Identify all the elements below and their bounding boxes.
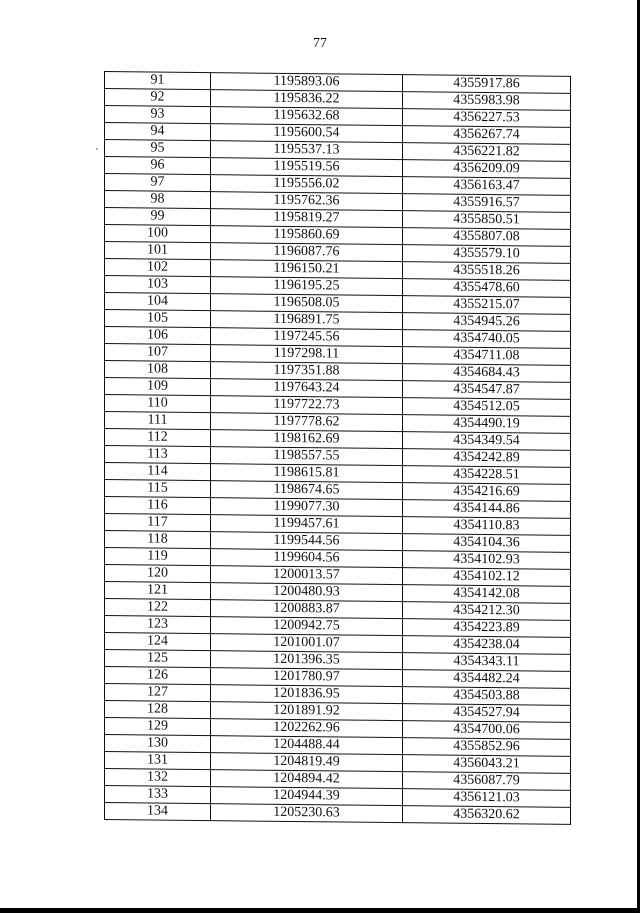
y-coordinate-cell: 4354503.88 (403, 687, 571, 706)
y-coordinate-cell: 4354102.12 (403, 568, 571, 587)
y-coordinate-cell: 4355983.98 (403, 92, 571, 111)
point-number-cell: 114 (105, 463, 211, 481)
x-coordinate-cell: 1198615.81 (211, 464, 403, 483)
point-number-cell: 91 (105, 72, 211, 90)
x-coordinate-cell: 1198162.69 (211, 430, 403, 449)
x-coordinate-cell: 1199544.56 (211, 532, 403, 551)
x-coordinate-cell: 1200013.57 (211, 566, 403, 585)
x-coordinate-cell: 1200883.87 (211, 600, 403, 619)
point-number-cell: 92 (105, 89, 211, 107)
point-number-cell: 132 (105, 769, 211, 787)
y-coordinate-cell: 4354228.51 (403, 466, 571, 485)
point-number-cell: 125 (105, 650, 211, 668)
x-coordinate-cell: 1204944.39 (211, 787, 403, 806)
x-coordinate-cell: 1197643.24 (211, 379, 403, 398)
point-number-cell: 108 (105, 361, 211, 379)
point-number-cell: 101 (105, 242, 211, 260)
point-number-cell: 113 (105, 446, 211, 464)
x-coordinate-cell: 1196150.21 (211, 260, 403, 279)
coordinates-table (104, 71, 571, 825)
x-coordinate-cell: 1198557.55 (211, 447, 403, 466)
point-number-cell: 121 (105, 582, 211, 600)
y-coordinate-cell: 4355850.51 (403, 211, 571, 230)
point-number-cell: 94 (105, 123, 211, 141)
y-coordinate-cell: 4356087.79 (403, 772, 571, 791)
y-coordinate-cell: 4355917.86 (403, 75, 571, 94)
point-number-cell: 130 (105, 735, 211, 753)
point-number-cell: 98 (105, 191, 211, 209)
y-coordinate-cell: 4356163.47 (403, 177, 571, 196)
y-coordinate-cell: 4355579.10 (403, 245, 571, 264)
y-coordinate-cell: 4356043.21 (403, 755, 571, 774)
point-number-cell: 93 (105, 106, 211, 124)
x-coordinate-cell: 1198674.65 (211, 481, 403, 500)
x-coordinate-cell: 1195537.13 (211, 141, 403, 160)
x-coordinate-cell: 1196087.76 (211, 243, 403, 262)
x-coordinate-cell: 1201891.92 (211, 702, 403, 721)
y-coordinate-cell: 4356121.03 (403, 789, 571, 808)
x-coordinate-cell: 1197722.73 (211, 396, 403, 415)
y-coordinate-cell: 4354490.19 (403, 415, 571, 434)
x-coordinate-cell: 1195819.27 (211, 209, 403, 228)
y-coordinate-cell: 4354512.05 (403, 398, 571, 417)
point-number-cell: 102 (105, 259, 211, 277)
x-coordinate-cell: 1205230.63 (211, 804, 403, 823)
y-coordinate-cell: 4354527.94 (403, 704, 571, 723)
y-coordinate-cell: 4354740.05 (403, 330, 571, 349)
x-coordinate-cell: 1195860.69 (211, 226, 403, 245)
point-number-cell: 110 (105, 395, 211, 413)
point-number-cell: 124 (105, 633, 211, 651)
x-coordinate-cell: 1202262.96 (211, 719, 403, 738)
y-coordinate-cell: 4354144.86 (403, 500, 571, 519)
point-number-cell: 122 (105, 599, 211, 617)
x-coordinate-cell: 1195836.22 (211, 90, 403, 109)
y-coordinate-cell: 4354349.54 (403, 432, 571, 451)
x-coordinate-cell: 1195762.36 (211, 192, 403, 211)
x-coordinate-cell: 1200480.93 (211, 583, 403, 602)
point-number-cell: 103 (105, 276, 211, 294)
y-coordinate-cell: 4356227.53 (403, 109, 571, 128)
point-number-cell: 100 (105, 225, 211, 243)
table-body (105, 72, 571, 825)
point-number-cell: 131 (105, 752, 211, 770)
x-coordinate-cell: 1201780.97 (211, 668, 403, 687)
scan-speck (96, 148, 98, 150)
point-number-cell: 115 (105, 480, 211, 498)
y-coordinate-cell: 4354238.04 (403, 636, 571, 655)
y-coordinate-cell: 4354547.87 (403, 381, 571, 400)
point-number-cell: 111 (105, 412, 211, 430)
page-number: 77 (313, 36, 327, 51)
point-number-cell: 109 (105, 378, 211, 396)
y-coordinate-cell: 4354700.06 (403, 721, 571, 740)
point-number-cell: 105 (105, 310, 211, 328)
x-coordinate-cell: 1195519.56 (211, 158, 403, 177)
x-coordinate-cell: 1195600.54 (211, 124, 403, 143)
point-number-cell: 117 (105, 514, 211, 532)
x-coordinate-cell: 1204819.49 (211, 753, 403, 772)
x-coordinate-cell: 1199604.56 (211, 549, 403, 568)
y-coordinate-cell: 4355478.60 (403, 279, 571, 298)
y-coordinate-cell: 4354945.26 (403, 313, 571, 332)
y-coordinate-cell: 4356320.62 (403, 806, 571, 825)
x-coordinate-cell: 1195893.06 (211, 73, 403, 92)
point-number-cell: 96 (105, 157, 211, 175)
point-number-cell: 116 (105, 497, 211, 515)
point-number-cell: 118 (105, 531, 211, 549)
x-coordinate-cell: 1201001.07 (211, 634, 403, 653)
x-coordinate-cell: 1204894.42 (211, 770, 403, 789)
point-number-cell: 119 (105, 548, 211, 566)
x-coordinate-cell: 1196891.75 (211, 311, 403, 330)
point-number-cell: 104 (105, 293, 211, 311)
x-coordinate-cell: 1195632.68 (211, 107, 403, 126)
y-coordinate-cell: 4354482.24 (403, 670, 571, 689)
y-coordinate-cell: 4354216.69 (403, 483, 571, 502)
y-coordinate-cell: 4355852.96 (403, 738, 571, 757)
x-coordinate-cell: 1197351.88 (211, 362, 403, 381)
y-coordinate-cell: 4354104.36 (403, 534, 571, 553)
scan-border-bottom (0, 908, 640, 913)
x-coordinate-cell: 1201836.95 (211, 685, 403, 704)
y-coordinate-cell: 4354711.08 (403, 347, 571, 366)
y-coordinate-cell: 4355807.08 (403, 228, 571, 247)
x-coordinate-cell: 1195556.02 (211, 175, 403, 194)
x-coordinate-cell: 1196508.05 (211, 294, 403, 313)
y-coordinate-cell: 4355215.07 (403, 296, 571, 315)
x-coordinate-cell: 1204488.44 (211, 736, 403, 755)
y-coordinate-cell: 4354110.83 (403, 517, 571, 536)
y-coordinate-cell: 4356267.74 (403, 126, 571, 145)
point-number-cell: 127 (105, 684, 211, 702)
y-coordinate-cell: 4356221.82 (403, 143, 571, 162)
x-coordinate-cell: 1199457.61 (211, 515, 403, 534)
point-number-cell: 129 (105, 718, 211, 736)
point-number-cell: 133 (105, 786, 211, 804)
y-coordinate-cell: 4355518.26 (403, 262, 571, 281)
y-coordinate-cell: 4354684.43 (403, 364, 571, 383)
point-number-cell: 106 (105, 327, 211, 345)
point-number-cell: 134 (105, 803, 211, 821)
y-coordinate-cell: 4355916.57 (403, 194, 571, 213)
point-number-cell: 99 (105, 208, 211, 226)
y-coordinate-cell: 4356209.09 (403, 160, 571, 179)
x-coordinate-cell: 1196195.25 (211, 277, 403, 296)
x-coordinate-cell: 1200942.75 (211, 617, 403, 636)
x-coordinate-cell: 1197778.62 (211, 413, 403, 432)
x-coordinate-cell: 1201396.35 (211, 651, 403, 670)
y-coordinate-cell: 4354142.08 (403, 585, 571, 604)
point-number-cell: 126 (105, 667, 211, 685)
point-number-cell: 120 (105, 565, 211, 583)
point-number-cell: 128 (105, 701, 211, 719)
y-coordinate-cell: 4354212.30 (403, 602, 571, 621)
point-number-cell: 112 (105, 429, 211, 447)
y-coordinate-cell: 4354102.93 (403, 551, 571, 570)
point-number-cell: 107 (105, 344, 211, 362)
point-number-cell: 95 (105, 140, 211, 158)
x-coordinate-cell: 1197298.11 (211, 345, 403, 364)
x-coordinate-cell: 1197245.56 (211, 328, 403, 347)
y-coordinate-cell: 4354343.11 (403, 653, 571, 672)
point-number-cell: 123 (105, 616, 211, 634)
y-coordinate-cell: 4354242.89 (403, 449, 571, 468)
point-number-cell: 97 (105, 174, 211, 192)
x-coordinate-cell: 1199077.30 (211, 498, 403, 517)
y-coordinate-cell: 4354223.89 (403, 619, 571, 638)
